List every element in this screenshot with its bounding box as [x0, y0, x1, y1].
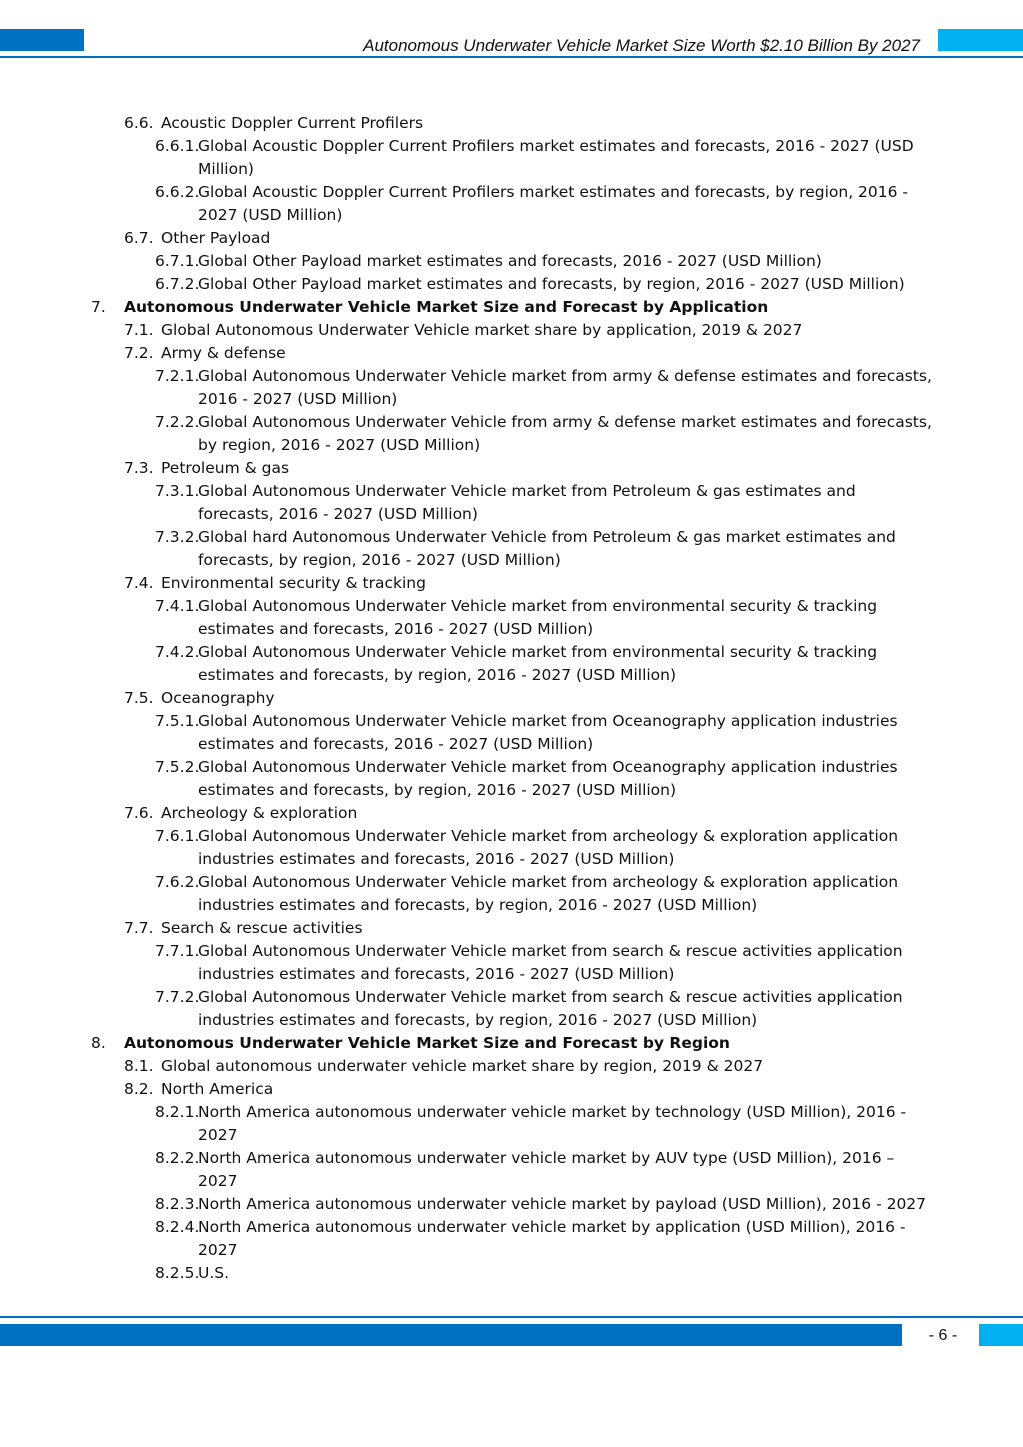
toc-entry-text: Global Autonomous Underwater Vehicle market from search & rescue activities application	[198, 988, 903, 1006]
toc-entry	[0, 710, 1023, 733]
toc-entry	[0, 457, 1023, 480]
toc-entry-number: 8.1.	[124, 1057, 154, 1075]
toc-entry-continuation	[0, 894, 1023, 917]
toc-entry-number: 7.3.2.	[155, 528, 200, 546]
toc-entry-number: 6.6.	[124, 114, 154, 132]
toc-entry-number: 7.4.2.	[155, 643, 200, 661]
toc-entry-text: Global Autonomous Underwater Vehicle market share by application, 2019 & 2027	[161, 321, 803, 339]
toc-entry-text: 2027	[198, 1172, 238, 1190]
toc-entry-number: 7.4.	[124, 574, 154, 592]
toc-entry-number: 7.6.1.	[155, 827, 200, 845]
toc-entry-text: North America autonomous underwater vehicle market by application (USD Million), 2016 -	[198, 1218, 906, 1236]
toc-entry-number: 7.2.2.	[155, 413, 200, 431]
toc-entry-number: 8.2.5.	[155, 1264, 200, 1282]
footer-bar	[0, 1324, 902, 1346]
toc-entry	[0, 526, 1023, 549]
toc-entry-text: Global Autonomous Underwater Vehicle market from Oceanography application industries	[198, 712, 898, 730]
toc-entry	[0, 871, 1023, 894]
toc-entry-text: Army & defense	[161, 344, 286, 362]
toc-entry-continuation	[0, 1170, 1023, 1193]
toc-entry-text: 2027	[198, 1126, 238, 1144]
toc-entry-continuation	[0, 434, 1023, 457]
toc-entry	[0, 1055, 1023, 1078]
toc-entry-text: Autonomous Underwater Vehicle Market Size and Forecast by Region	[124, 1034, 730, 1052]
toc-entry	[0, 802, 1023, 825]
toc-entry	[0, 319, 1023, 342]
toc-entry	[0, 227, 1023, 250]
toc-entry-text: Global Autonomous Underwater Vehicle from army & defense market estimates and forecasts,	[198, 413, 932, 431]
toc-entry-text: 2016 - 2027 (USD Million)	[198, 390, 398, 408]
header-right-bar	[938, 29, 1023, 51]
toc-entry	[0, 756, 1023, 779]
toc-entry-text: U.S.	[198, 1264, 230, 1282]
toc-entry-number: 8.2.1.	[155, 1103, 200, 1121]
toc-entry-number: 8.2.	[124, 1080, 154, 1098]
toc-entry-text: Search & rescue activities	[161, 919, 363, 937]
toc-entry-number: 8.2.4.	[155, 1218, 200, 1236]
toc-entry-text: forecasts, 2016 - 2027 (USD Million)	[198, 505, 478, 523]
toc-entry-text: Other Payload	[161, 229, 271, 247]
toc-entry-text: industries estimates and forecasts, 2016 - 2027 (USD Million)	[198, 850, 675, 868]
toc-entry-continuation	[0, 618, 1023, 641]
toc-entry-continuation	[0, 549, 1023, 572]
toc-entry-text: North America autonomous underwater vehicle market by payload (USD Million), 2016 - 2027	[198, 1195, 927, 1213]
footer-accent-bar	[979, 1324, 1023, 1346]
toc-entry	[0, 296, 1023, 319]
toc-entry	[0, 1262, 1023, 1285]
toc-entry	[0, 595, 1023, 618]
toc-entry	[0, 181, 1023, 204]
toc-entry-continuation	[0, 848, 1023, 871]
toc-entry-number: 6.7.	[124, 229, 154, 247]
toc-entry-text: by region, 2016 - 2027 (USD Million)	[198, 436, 481, 454]
toc-entry-text: forecasts, by region, 2016 - 2027 (USD Million)	[198, 551, 561, 569]
toc-entry-text: Global Autonomous Underwater Vehicle market from archeology & exploration application	[198, 827, 899, 845]
toc-entry	[0, 641, 1023, 664]
toc-entry-text: North America autonomous underwater vehicle market by technology (USD Million), 2016 -	[198, 1103, 907, 1121]
header-left-bar	[0, 29, 84, 51]
toc-entry-continuation	[0, 1009, 1023, 1032]
toc-entry-number: 7.5.2.	[155, 758, 200, 776]
toc-entry	[0, 1032, 1023, 1055]
toc-entry-number: 8.2.3.	[155, 1195, 200, 1213]
toc-entry-continuation	[0, 733, 1023, 756]
toc-entry-number: 7.3.	[124, 459, 154, 477]
toc-entry-text: Petroleum & gas	[161, 459, 290, 477]
toc-entry-number: 6.6.1.	[155, 137, 200, 155]
toc-entry-text: Global Autonomous Underwater Vehicle market from environmental security & tracking	[198, 597, 878, 615]
table-of-contents	[0, 112, 1023, 1285]
toc-entry-number: 7.7.1.	[155, 942, 200, 960]
toc-entry-text: industries estimates and forecasts, by region, 2016 - 2027 (USD Million)	[198, 1011, 758, 1029]
toc-entry	[0, 1216, 1023, 1239]
header-title: Autonomous Underwater Vehicle Market Size Worth $2.10 Billion By 2027	[363, 36, 920, 55]
page-number: - 6 -	[928, 1327, 958, 1344]
toc-entry	[0, 480, 1023, 503]
toc-entry	[0, 986, 1023, 1009]
toc-entry	[0, 917, 1023, 940]
toc-entry	[0, 825, 1023, 848]
toc-entry-text: Million)	[198, 160, 254, 178]
toc-entry-text: North America	[161, 1080, 274, 1098]
toc-entry-text: Global Autonomous Underwater Vehicle market from Petroleum & gas estimates and	[198, 482, 856, 500]
toc-entry-text: Global Other Payload market estimates and forecasts, by region, 2016 - 2027 (USD Million)	[198, 275, 905, 293]
toc-entry-text: Global Acoustic Doppler Current Profilers market estimates and forecasts, 2016 - 2027 (USD	[198, 137, 914, 155]
toc-entry-continuation	[0, 1124, 1023, 1147]
toc-entry-text: 2027 (USD Million)	[198, 206, 343, 224]
toc-entry-number: 7.1.	[124, 321, 154, 339]
toc-entry-text: Global autonomous underwater vehicle market share by region, 2019 & 2027	[161, 1057, 764, 1075]
toc-entry-text: Global Other Payload market estimates and forecasts, 2016 - 2027 (USD Million)	[198, 252, 822, 270]
toc-entry	[0, 273, 1023, 296]
header-rule	[0, 56, 1023, 58]
toc-entry-text: Global Autonomous Underwater Vehicle market from archeology & exploration application	[198, 873, 899, 891]
toc-entry-text: industries estimates and forecasts, by region, 2016 - 2027 (USD Million)	[198, 896, 758, 914]
toc-entry-number: 6.7.1.	[155, 252, 200, 270]
toc-entry-number: 7.3.1.	[155, 482, 200, 500]
toc-entry-continuation	[0, 204, 1023, 227]
toc-entry	[0, 365, 1023, 388]
toc-entry-number: 6.7.2.	[155, 275, 200, 293]
toc-entry-number: 8.2.2.	[155, 1149, 200, 1167]
toc-entry-number: 7.2.	[124, 344, 154, 362]
toc-entry-text: 2027	[198, 1241, 238, 1259]
toc-entry-number: 7.6.2.	[155, 873, 200, 891]
toc-entry-number: 7.5.1.	[155, 712, 200, 730]
toc-entry-text: Global Acoustic Doppler Current Profilers market estimates and forecasts, by region, 2016 -	[198, 183, 909, 201]
toc-entry-number: 7.5.	[124, 689, 154, 707]
toc-entry-text: Archeology & exploration	[161, 804, 358, 822]
toc-entry-text: Global Autonomous Underwater Vehicle market from Oceanography application industries	[198, 758, 898, 776]
toc-entry-text: Autonomous Underwater Vehicle Market Size and Forecast by Application	[124, 298, 769, 316]
toc-entry	[0, 112, 1023, 135]
toc-entry-text: Oceanography	[161, 689, 275, 707]
toc-entry	[0, 687, 1023, 710]
toc-entry-text: estimates and forecasts, by region, 2016 - 2027 (USD Million)	[198, 666, 677, 684]
toc-entry-continuation	[0, 664, 1023, 687]
toc-entry-number: 7.7.2.	[155, 988, 200, 1006]
toc-entry	[0, 1193, 1023, 1216]
toc-entry-number: 7.7.	[124, 919, 154, 937]
toc-entry	[0, 572, 1023, 595]
toc-entry-number: 8.	[91, 1034, 106, 1052]
toc-entry-text: Global Autonomous Underwater Vehicle market from search & rescue activities application	[198, 942, 903, 960]
toc-entry-number: 7.2.1.	[155, 367, 200, 385]
toc-entry-continuation	[0, 963, 1023, 986]
toc-entry-text: Environmental security & tracking	[161, 574, 426, 592]
toc-entry-number: 7.6.	[124, 804, 154, 822]
toc-entry-text: estimates and forecasts, 2016 - 2027 (USD Million)	[198, 735, 594, 753]
toc-entry-continuation	[0, 779, 1023, 802]
toc-entry-continuation	[0, 503, 1023, 526]
toc-entry-number: 7.	[91, 298, 106, 316]
toc-entry	[0, 1147, 1023, 1170]
toc-entry	[0, 135, 1023, 158]
toc-entry	[0, 1101, 1023, 1124]
toc-entry	[0, 250, 1023, 273]
toc-entry-continuation	[0, 1239, 1023, 1262]
footer-rule	[0, 1316, 1023, 1318]
toc-entry-text: Global Autonomous Underwater Vehicle market from army & defense estimates and forecasts,	[198, 367, 932, 385]
toc-entry-text: North America autonomous underwater vehicle market by AUV type (USD Million), 2016 –	[198, 1149, 895, 1167]
toc-entry	[0, 342, 1023, 365]
toc-entry	[0, 411, 1023, 434]
toc-entry-text: estimates and forecasts, by region, 2016 - 2027 (USD Million)	[198, 781, 677, 799]
toc-entry-continuation	[0, 158, 1023, 181]
toc-entry-text: Global Autonomous Underwater Vehicle market from environmental security & tracking	[198, 643, 878, 661]
toc-entry-number: 7.4.1.	[155, 597, 200, 615]
toc-entry-text: Global hard Autonomous Underwater Vehicle from Petroleum & gas market estimates and	[198, 528, 896, 546]
toc-entry-text: estimates and forecasts, 2016 - 2027 (USD Million)	[198, 620, 594, 638]
toc-entry-text: Acoustic Doppler Current Profilers	[161, 114, 424, 132]
toc-entry	[0, 1078, 1023, 1101]
toc-entry-number: 6.6.2.	[155, 183, 200, 201]
toc-entry-text: industries estimates and forecasts, 2016 - 2027 (USD Million)	[198, 965, 675, 983]
toc-entry	[0, 940, 1023, 963]
toc-entry-continuation	[0, 388, 1023, 411]
